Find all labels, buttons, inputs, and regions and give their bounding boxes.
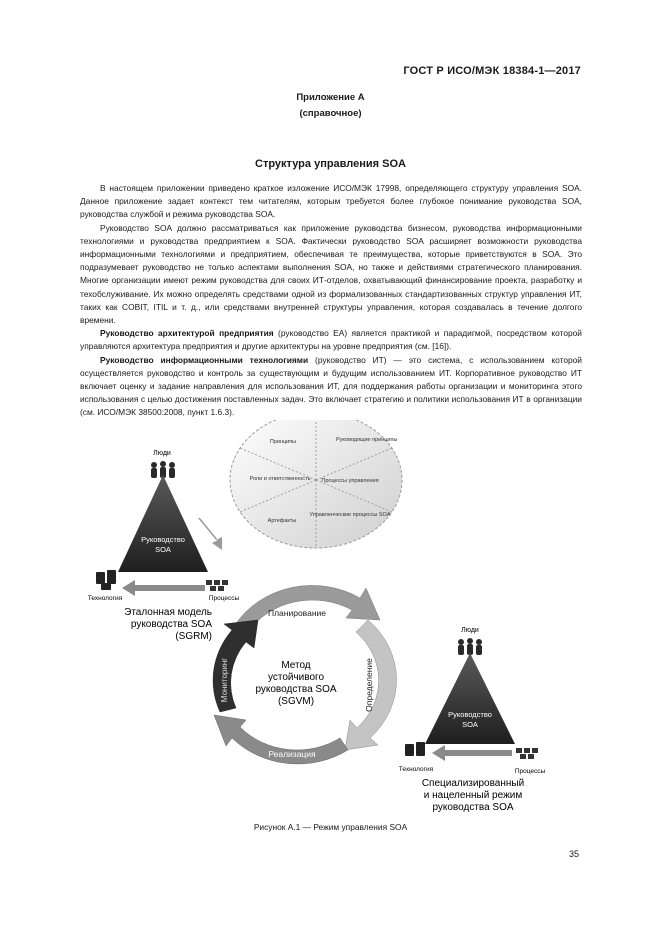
sgrm-caption-line-3: (SGRM) xyxy=(175,631,212,642)
left-technology-icon xyxy=(96,570,116,590)
left-processes-label: Процессы xyxy=(208,595,240,602)
wheel-segment-artifacts: Артефакты xyxy=(267,518,297,524)
left-model xyxy=(88,450,240,642)
sgvm-center-line-2: устойчивого xyxy=(267,672,325,683)
wheel-segment-principles: Принципы xyxy=(269,439,297,445)
appendix-label: Приложение А xyxy=(296,92,365,103)
specialized-caption-line-1: Специализированный xyxy=(421,778,525,789)
wheel-segment-roles: Роли и ответственность xyxy=(249,476,311,482)
right-people-icon xyxy=(458,638,482,655)
governance-wheel xyxy=(230,420,402,548)
document-code: ГОСТ Р ИСО/МЭК 18384-1—2017 xyxy=(403,65,581,77)
paragraph-4: Руководство информационными технологиями (руководство ИТ) — это система, с использованием которой осуществляется руководство и контроль за существующим и будущим использованием ИТ. Корпоративное руководство ИТ включает оценку и задание направления для использования ИТ, для поддержания работы организации и мониторинга этого использования с целью достижения поставленных задач. Это включает стратегию и политики использования ИТ в организации (см. ИСО/МЭК 38500:2008, пункт 1.6.3). xyxy=(80,354,582,418)
paragraph-1: В настоящем приложении приведено краткое изложение ИСО/МЭК 17998, определяющего структуру управления SOA. Данное приложение задает контекст тем читателям, которым требуется более глубокое понимание руководства SOA, руководства службой и режима руководства SOA. xyxy=(80,183,582,220)
sgrm-caption-line-1: Эталонная модель xyxy=(124,607,212,618)
wheel-segment-governance-processes: Процессы управления xyxy=(321,478,379,484)
specialized-caption-line-2: и нацеленный режим xyxy=(423,790,523,801)
right-technology-icon xyxy=(405,742,425,756)
sgvm-center-line-3: руководства SOA xyxy=(255,684,337,695)
appendix-type: (справочное) xyxy=(299,108,362,119)
right-people-label: Люди xyxy=(461,627,479,634)
right-processes-icon xyxy=(516,748,538,759)
left-bottom-arrow-icon xyxy=(122,580,205,596)
right-technology-label: Технология xyxy=(398,766,434,773)
soa-governance-figure xyxy=(0,420,661,830)
section-title: Структура управления SOA xyxy=(255,158,406,170)
wheel-segment-guiding-principles: Руководящие принципы xyxy=(336,437,398,443)
paragraph-2: Руководство SOA должно рассматриваться как приложение руководства бизнесом, руководства информационными технологиями и руководства предприятием к SOA. Фактически руководство SOA расширяет возможности руководства информационными технологиями и предприятием, обеспечивая те преимущества, которые приветствуются в SOA. Это подразумевает руководство не только аспектами выполнения SOA, но также и действиями стратегического планирования. Многие организации имеют режим руководства для своих ИТ-отделов, охватывающий финансирование проекта, разработку и техобслуживание. Их можно определять средствами одной из формализованных стандартизованных структур управления ИТ, таких как COBIT, ITIL и т. д., или средствами внутренней структуры управления, которая создавалась в течение долгого времени. xyxy=(80,222,582,326)
right-triangle-label-2: SOA xyxy=(462,720,478,729)
term-ea-governance: Руководство архитектурой предприятия xyxy=(100,328,274,339)
right-model xyxy=(399,627,546,813)
right-bottom-arrow-icon xyxy=(432,745,512,761)
cycle-stage-planning: Планирование xyxy=(267,608,327,618)
cycle-stage-realization: Реализация xyxy=(268,749,316,759)
term-it-governance: Руководство информационными технологиями xyxy=(100,354,309,365)
left-triangle-label-1: Руководство xyxy=(141,535,185,544)
wheel-segment-soa-processes: Управленческие процессы SOA xyxy=(309,512,391,518)
sgvm-cycle xyxy=(213,585,396,764)
right-triangle-label-1: Руководство xyxy=(448,710,492,719)
specialized-caption-line-3: руководства SOA xyxy=(432,802,514,813)
figure-caption: Рисунок А.1 — Режим управления SOA xyxy=(253,822,408,832)
left-arrow-icon xyxy=(198,518,222,550)
page-number: 35 xyxy=(568,849,579,859)
right-triangle xyxy=(425,653,515,744)
body-text xyxy=(80,182,582,420)
cycle-stage-monitoring: Мониторинг xyxy=(220,657,229,703)
left-processes-icon xyxy=(206,580,228,591)
left-triangle-label-2: SOA xyxy=(155,545,171,554)
sgvm-center-line-4: (SGVM) xyxy=(277,696,315,707)
paragraph-3: Руководство архитектурой предприятия (руководство ЕА) является практикой и парадигмой, посредством которой управляются архитектура предприятия и другие архитектуры на уровне предприятия (см. [16]). xyxy=(80,328,582,352)
cycle-stage-definition: Определение xyxy=(364,658,374,712)
left-triangle xyxy=(118,475,208,572)
sgvm-center-line-1: Метод xyxy=(281,660,311,671)
left-people-label: Люди xyxy=(153,450,171,457)
sgrm-caption-line-2: руководства SOA xyxy=(130,619,212,630)
right-processes-label: Процессы xyxy=(514,768,546,775)
left-technology-label: Технология xyxy=(87,595,123,602)
